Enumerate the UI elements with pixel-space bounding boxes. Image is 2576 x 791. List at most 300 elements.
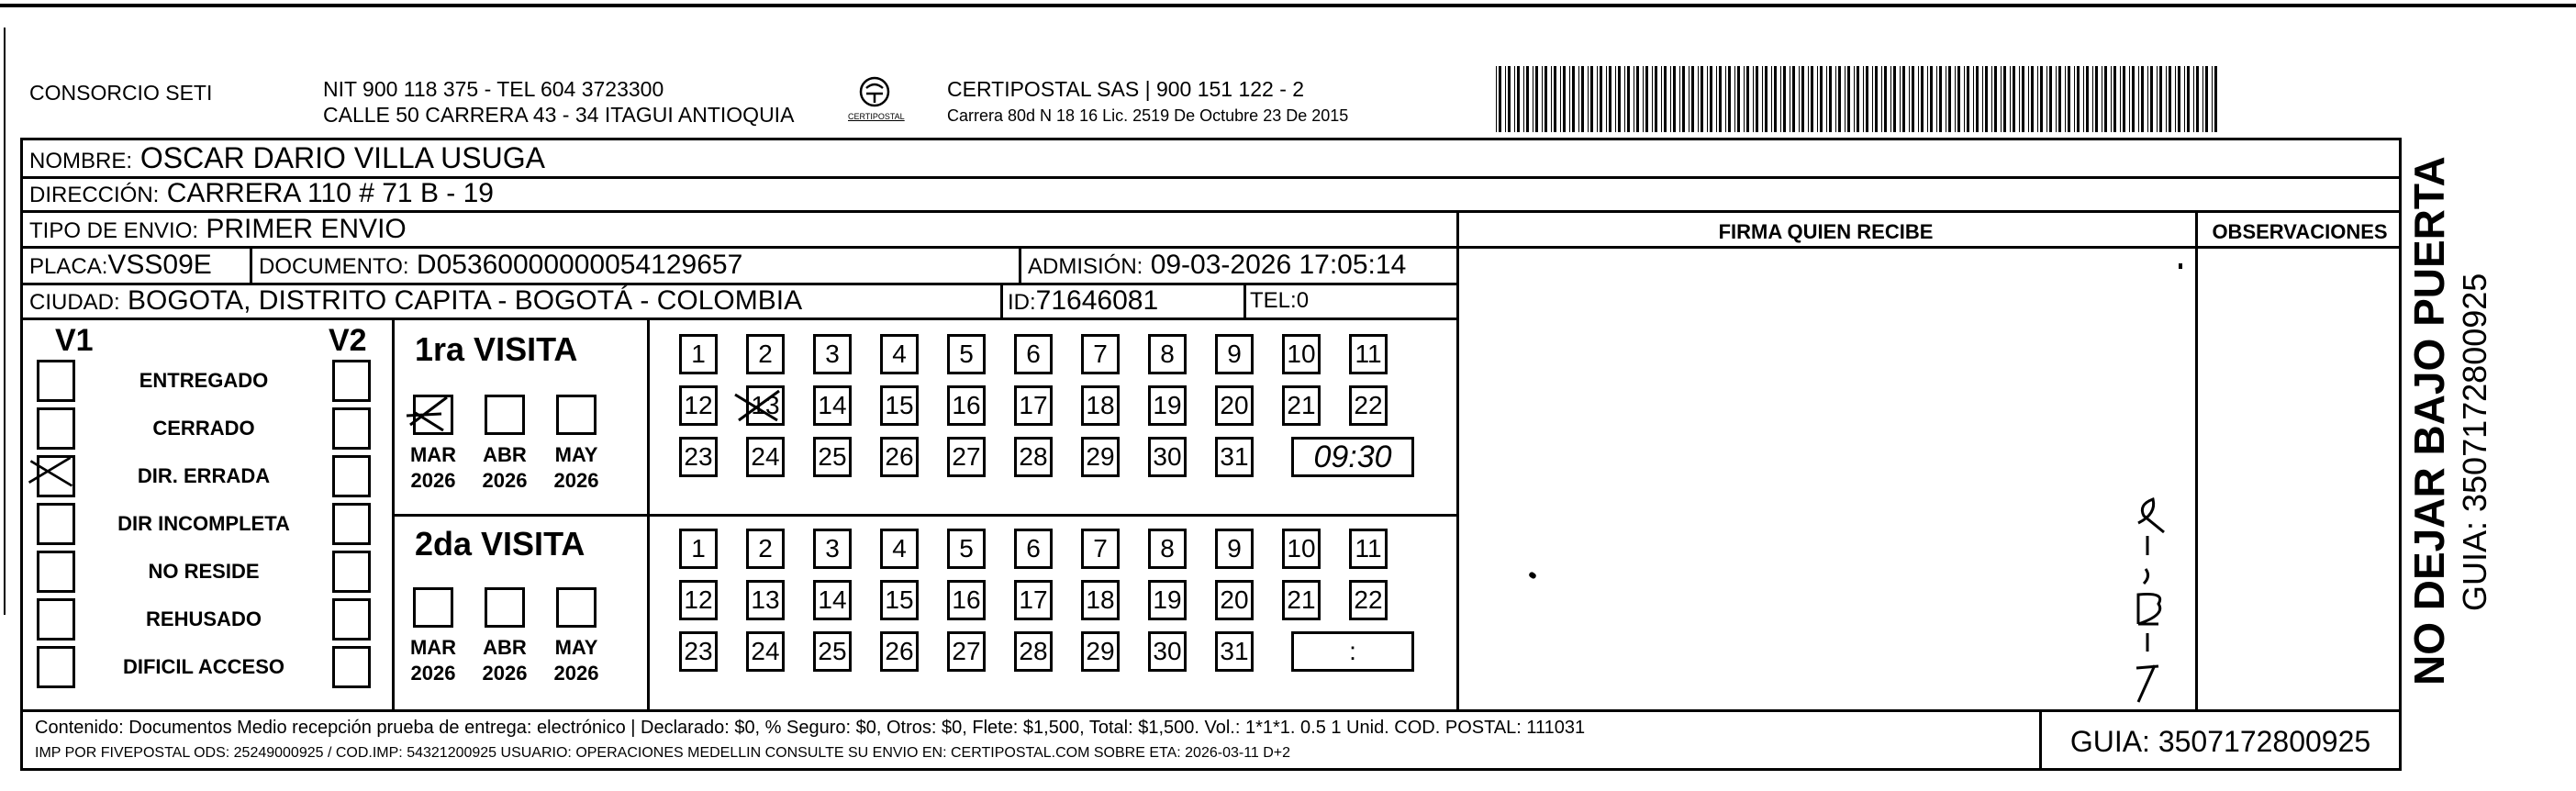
barcode-bar [1991,66,1992,132]
id-cell [1008,285,1158,317]
day-box[interactable]: 13 [746,580,785,620]
barcode-bar [1774,66,1777,132]
admision-divider [1019,246,1021,283]
month-checkbox[interactable] [485,395,525,435]
barcode-bar [1967,66,1969,132]
day-box[interactable]: 31 [1215,437,1254,477]
barcode-bar [2010,66,2011,132]
barcode-bar [2031,66,2034,132]
day-box[interactable]: 23 [679,437,718,477]
barcode-bar [2003,66,2006,132]
barcode-bar [1554,66,1556,132]
barcode-bar [1783,66,1786,132]
day-box[interactable]: 20 [1215,580,1254,620]
month-checkbox[interactable] [413,395,453,435]
barcode-bar [1679,66,1680,132]
day-box[interactable]: 14 [813,385,852,426]
barcode-bar [2132,66,2135,132]
barcode-bar [2212,66,2213,132]
day-box[interactable]: 30 [1148,437,1187,477]
barcode-bar [2157,66,2158,132]
barcode-bar [2068,66,2070,132]
visit2-days [679,525,1432,708]
barcode-bar [1719,66,1722,132]
day-box[interactable]: 8 [1148,529,1187,569]
barcode-bar [1499,66,1501,132]
nombre-value: OSCAR DARIO VILLA USUGA [139,141,545,174]
barcode-bar [1673,66,1676,132]
barcode-bar [1857,66,1859,132]
barcode-bar [2123,66,2125,132]
barcode-bar [2058,66,2061,132]
day-box[interactable]: 7 [1081,334,1120,374]
year-label: 2026 [482,469,528,492]
barcode-bar [1845,66,1846,132]
barcode-bar [2092,66,2093,132]
day-box[interactable]: 5 [947,529,986,569]
barcode-bar [1517,66,1520,132]
tel-divider [1243,283,1246,318]
barcode-bar [1863,66,1864,132]
barcode-bar [2028,66,2029,132]
barcode-bar [1872,66,1873,132]
barcode-bar [1829,66,1832,132]
month-checkbox[interactable] [485,587,525,628]
day-box[interactable]: 11 [1349,334,1388,374]
status-label: REHUSADO [146,607,262,630]
barcode-bar [2166,66,2167,132]
day-box[interactable]: 24 [746,437,785,477]
month-checkbox[interactable] [413,587,453,628]
tel-label: TEL: [1250,288,1297,313]
barcode-bar [1875,66,1878,132]
barcode-bar [2037,66,2038,132]
visit1-months [395,395,647,514]
barcode-bar [2138,66,2139,132]
barcode-bar [2104,66,2107,132]
visit1-days [679,330,1432,514]
barcode-bar [1936,66,1937,132]
barcode-bar [1921,66,1924,132]
day-box[interactable]: 19 [1148,385,1187,426]
barcode-bar [1563,66,1566,132]
tel-value: 0 [1296,288,1310,313]
v2-checkbox[interactable] [332,407,371,450]
year-label: 2026 [410,662,456,685]
barcode [1496,66,2230,132]
tipo-label: TIPO DE ENVIO: [29,218,199,243]
certipostal-line-1: CERTIPOSTAL SAS | 900 151 122 - 2 [947,77,1305,101]
barcode-bar [1716,66,1717,132]
barcode-bar [1569,66,1570,132]
barcode-bar [1728,66,1731,132]
barcode-bar [1636,66,1639,132]
barcode-bar [2001,66,2002,132]
day-box[interactable]: 25 [813,631,852,672]
barcode-bar [1600,66,1602,132]
day-box[interactable]: 17 [1014,580,1053,620]
barcode-bar [1939,66,1942,132]
barcode-bar [1854,66,1855,132]
direccion-value: CARRERA 110 # 71 B - 19 [166,178,494,208]
placa-value: VSS09E [107,250,212,280]
day-box[interactable]: 1 [679,529,718,569]
day-box[interactable]: 6 [1014,529,1053,569]
barcode-bar [1734,66,1735,132]
day-box[interactable]: 2 [746,529,785,569]
ciudad-label: CIUDAD: [29,290,120,315]
handwritten-address-note [2111,496,2193,707]
certipostal-logo [842,75,907,127]
barcode-bar [2129,66,2130,132]
barcode-bar [1581,66,1584,132]
barcode-bar [1737,66,1740,132]
barcode-bar [2046,66,2047,132]
barcode-bar [1523,66,1524,132]
day-box[interactable]: 4 [880,334,919,374]
day-box[interactable]: 29 [1081,437,1120,477]
day-box[interactable]: 4 [880,529,919,569]
observaciones-divider [2195,210,2198,709]
barcode-bar [1655,66,1657,132]
barcode-bar [1771,66,1772,132]
barcode-bar [1624,66,1625,132]
day-box[interactable]: 1 [679,334,718,374]
barcode-bar [1765,66,1768,132]
barcode-bar [1985,66,1988,132]
footer-guia: GUIA: 3507172800925 [2069,725,2371,758]
barcode-bar [1526,66,1529,132]
firma-left-divider [1456,210,1459,709]
barcode-bar [2193,66,2194,132]
barcode-bar [1808,66,1809,132]
id-label: ID: [1008,290,1036,315]
time-box[interactable]: : [1291,631,1414,672]
barcode-bar [1535,66,1538,132]
v1-label: V1 [55,323,94,358]
barcode-bar [1542,66,1543,132]
barcode-bar [1792,66,1795,132]
barcode-bar [1514,66,1515,132]
barcode-bar [2147,66,2148,132]
barcode-bar [1811,66,1813,132]
certipostal-line-2: Carrera 80d N 18 16 Lic. 2519 De Octubre 23 De 2015 [947,106,1349,125]
barcode-bar [1505,66,1506,132]
barcode-bar [1927,66,1928,132]
barcode-bar [2111,66,2112,132]
day-box[interactable]: 23 [679,631,718,672]
barcode-bar [2113,66,2116,132]
day-box[interactable]: 25 [813,437,852,477]
barcode-bar [1664,66,1667,132]
v2-checkbox[interactable] [332,646,371,688]
barcode-bar [1756,66,1758,132]
day-box[interactable]: 7 [1081,529,1120,569]
day-box[interactable]: 28 [1014,437,1053,477]
barcode-bar [2049,66,2052,132]
day-box[interactable]: 22 [1349,385,1388,426]
barcode-bar [1799,66,1800,132]
barcode-bar [2205,66,2208,132]
barcode-bar [1900,66,1901,132]
barcode-bar [1627,66,1630,132]
barcode-bar [1670,66,1671,132]
barcode-bar [2040,66,2043,132]
ciudad-value: BOGOTA, DISTRITO CAPITA - BOGOTÁ - COLOMBIA [128,285,803,316]
v2-checkbox[interactable] [332,598,371,641]
barcode-bar [2159,66,2162,132]
day-box[interactable]: 21 [1282,385,1321,426]
barcode-bar [2065,66,2066,132]
barcode-bar [1955,66,1956,132]
barcode-bar [2056,66,2057,132]
tel-cell [1250,288,1309,314]
barcode-bar [2077,66,2080,132]
day-box[interactable]: 12 [679,385,718,426]
barcode-bar [2013,66,2015,132]
admision-value: 09-03-2026 17:05:14 [1150,250,1407,280]
barcode-bar [1645,66,1648,132]
day-box[interactable]: 3 [813,529,852,569]
barcode-bar [1661,66,1662,132]
day-box[interactable]: 27 [947,437,986,477]
status-label: ENTREGADO [139,369,269,392]
day-box[interactable]: 18 [1081,580,1120,620]
barcode-bar [2214,66,2217,132]
barcode-bar [1838,66,1841,132]
visit1-title: 1ra VISITA [415,330,578,368]
barcode-bar [1909,66,1910,132]
placa-label: PLACA: [29,254,108,279]
admision-label: ADMISIÓN: [1028,254,1143,279]
visit2-title: 2da VISITA [415,525,585,563]
day-box[interactable]: 18 [1081,385,1120,426]
barcode-bar [1881,66,1882,132]
barcode-bar [2086,66,2089,132]
day-box[interactable]: 6 [1014,334,1053,374]
barcode-bar [1835,66,1836,132]
status-rows [20,0,392,791]
barcode-bar [1643,66,1644,132]
visit-divider [392,514,1456,517]
status-label: DIR. ERRADA [137,464,271,487]
day-box[interactable]: 17 [1014,385,1053,426]
day-box[interactable]: 28 [1014,631,1053,672]
barcode-bar [2019,66,2020,132]
day-box[interactable]: 2 [746,334,785,374]
v2-label: V2 [329,323,367,358]
stray-mark-2 [2179,263,2182,269]
barcode-bar [1609,66,1611,132]
nit-line-1: NIT 900 118 375 - TEL 604 3723300 [323,77,664,101]
barcode-bar [1606,66,1607,132]
barcode-bar [2175,66,2176,132]
status-label: NO RESIDE [148,560,260,583]
company-name: CONSORCIO SETI [29,81,213,105]
v2-checkbox[interactable] [332,551,371,593]
month-checkbox[interactable] [556,587,597,628]
day-box[interactable]: 29 [1081,631,1120,672]
barcode-bar [1801,66,1804,132]
admision-cell [1028,250,1406,281]
documento-value: D05360000000054129657 [416,250,743,280]
barcode-bar [1572,66,1575,132]
id-divider [1000,283,1003,318]
left-edge-mark [4,28,6,615]
barcode-bar [1820,66,1823,132]
day-box[interactable]: 15 [880,580,919,620]
tipo-value: PRIMER ENVIO [206,214,407,244]
barcode-bar [2120,66,2121,132]
barcode-bar [1551,66,1552,132]
year-label: 2026 [553,662,599,685]
barcode-bar [1618,66,1621,132]
month-checkbox[interactable] [556,395,597,435]
barcode-bar [1826,66,1827,132]
barcode-bar [2150,66,2153,132]
barcode-bar [1698,66,1699,132]
v2-checkbox[interactable] [332,360,371,402]
day-box[interactable]: 31 [1215,631,1254,672]
nit-line-2: CALLE 50 CARRERA 43 - 34 ITAGUI ANTIOQUIA [323,103,795,127]
barcode-bar [1707,66,1708,132]
year-label: 2026 [482,662,528,685]
barcode-bar [1902,66,1905,132]
barcode-bar [1912,66,1914,132]
barcode-bar [1588,66,1589,132]
barcode-bar [1918,66,1919,132]
barcode-bar [1508,66,1511,132]
day-box[interactable]: 12 [679,580,718,620]
barcode-bar [1544,66,1547,132]
month-label: ABR [483,443,527,466]
day-box[interactable]: 16 [947,385,986,426]
barcode-bar [1701,66,1703,132]
v2-checkbox[interactable] [332,503,371,545]
year-label: 2026 [410,469,456,492]
barcode-bar [1976,66,1979,132]
barcode-bar [1982,66,1983,132]
barcode-bar [1710,66,1712,132]
day-box[interactable]: 11 [1349,529,1388,569]
barcode-bar [2095,66,2098,132]
day-box[interactable]: 21 [1282,580,1321,620]
barcode-bar [2169,66,2171,132]
observaciones-header: OBSERVACIONES [2212,220,2388,243]
barcode-bar [1847,66,1850,132]
day-box[interactable]: 22 [1349,580,1388,620]
day-box[interactable]: 5 [947,334,986,374]
day-box[interactable]: 26 [880,437,919,477]
barcode-bar [1753,66,1754,132]
day-box[interactable]: 8 [1148,334,1187,374]
barcode-bar [1615,66,1616,132]
barcode-bar [1884,66,1887,132]
barcode-bar [1930,66,1933,132]
firma-header: FIRMA QUIEN RECIBE [1718,220,1934,243]
v2-checkbox[interactable] [332,455,371,497]
barcode-bar [1780,66,1781,132]
day-box[interactable]: 24 [746,631,785,672]
day-box[interactable]: 3 [813,334,852,374]
day-box[interactable]: 10 [1282,334,1321,374]
barcode-bar [1957,66,1960,132]
barcode-bar [1994,66,1997,132]
month-label: MAY [554,443,598,466]
barcode-bar [1597,66,1598,132]
day-box[interactable]: 9 [1215,529,1254,569]
day-box[interactable]: 26 [880,631,919,672]
barcode-bar [2083,66,2084,132]
id-value: 71646081 [1035,285,1159,316]
barcode-bar [1866,66,1868,132]
visit2-months [395,587,647,707]
barcode-bar [2022,66,2024,132]
barcode-bar [1964,66,1965,132]
footer-line-2: IMP POR FIVEPOSTAL ODS: 25249000925 / COD.IMP: 54321200925 USUARIO: OPERACIONES MEDELLIN CONSULTE SU ENVIO EN: CERTIPOSTAL.COM SOBRE ETA: 2026-03-11 D+2 [35,745,1291,761]
day-box[interactable]: 30 [1148,631,1187,672]
status-label: CERRADO [152,417,255,440]
direccion-label: DIRECCIÓN: [29,183,160,207]
barcode-bar [2187,66,2190,132]
day-box[interactable]: 19 [1148,580,1187,620]
time-box[interactable]: 09:30 [1291,437,1414,477]
footer-line-1: Contenido: Documentos Medio recepción prueba de entrega: electrónico | Declarado: $0, % Seguro: $0, Otros: $0, Flete: $1,500, Total: $1,500. Vol.: 1*1*1. 0.5 1 Unid. COD. POSTAL: 111031 [35,718,1586,738]
barcode-bar [1560,66,1561,132]
barcode-bar [1746,66,1749,132]
barcode-bar [1817,66,1818,132]
barcode-bar [1725,66,1726,132]
barcode-bar [1682,66,1685,132]
nombre-label: NOMBRE: [29,149,133,173]
day-box[interactable]: 13 [746,385,785,426]
day-box[interactable]: 16 [947,580,986,620]
barcode-bar [2141,66,2144,132]
month-label: MAR [409,443,457,466]
day-box[interactable]: 14 [813,580,852,620]
day-box[interactable]: 15 [880,385,919,426]
side-guia: GUIA: 3507172800925 [2456,273,2493,611]
barcode-bar [1948,66,1951,132]
barcode-bar [2202,66,2203,132]
barcode-bar [2074,66,2075,132]
day-box[interactable]: 27 [947,631,986,672]
barcode-bar [1744,66,1745,132]
day-box[interactable]: 20 [1215,385,1254,426]
month-label: MAY [554,636,598,659]
barcode-bar [1652,66,1653,132]
day-box[interactable]: 9 [1215,334,1254,374]
year-label: 2026 [553,469,599,492]
barcode-bar [1590,66,1593,132]
no-dejar-bajo-puerta: NO DEJAR BAJO PUERTA [2405,156,2453,685]
barcode-bar [1496,66,1497,132]
barcode-bar [1762,66,1763,132]
barcode-bar [1893,66,1896,132]
documento-label: DOCUMENTO: [259,254,409,279]
barcode-bar [1973,66,1974,132]
month-label: MAR [409,636,457,659]
status-label: DIR INCOMPLETA [117,512,290,535]
day-box[interactable]: 10 [1282,529,1321,569]
barcode-bar [1578,66,1579,132]
logo-caption: CERTIPOSTAL [848,112,905,121]
day-checkmark [746,385,785,426]
barcode-bar [1691,66,1694,132]
barcode-bar [2184,66,2185,132]
barcode-bar [2178,66,2180,132]
status-label: DIFICIL ACCESO [122,655,284,678]
